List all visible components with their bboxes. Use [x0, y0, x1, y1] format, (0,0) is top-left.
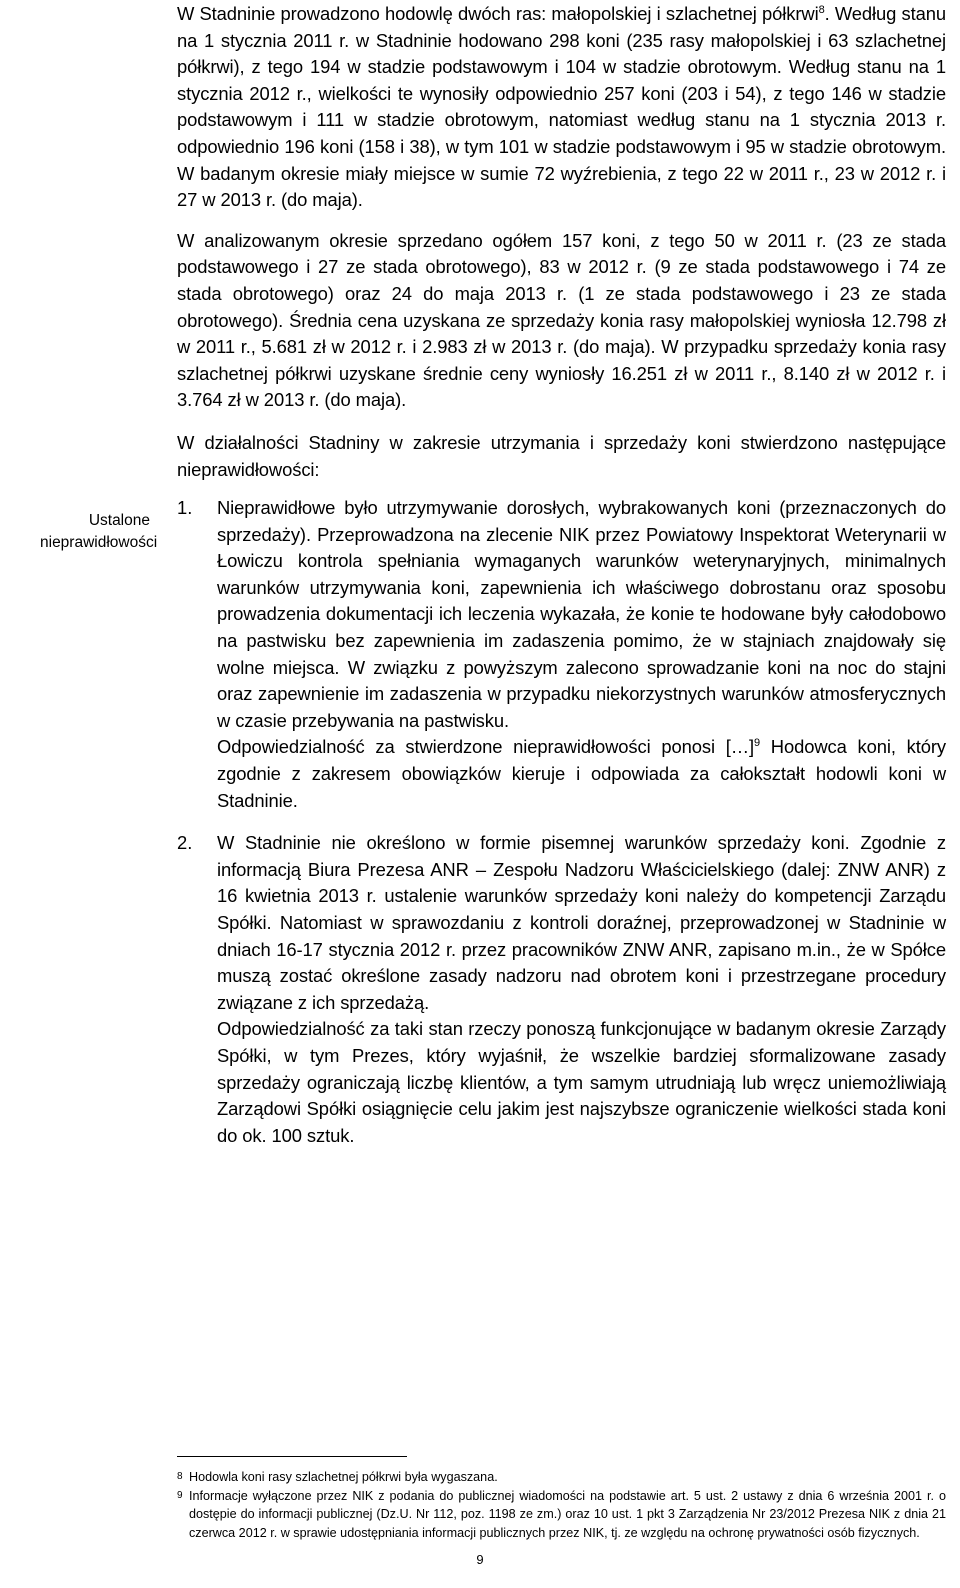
footnotes	[177, 1468, 946, 1542]
paragraph-sales: W analizowanym okresie sprzedano ogółem 157 koni, z tego 50 w 2011 r. (23 ze stada podstawowego i 27 ze stada obrotowego), 83 w 2012 r. (9 ze stada podstawowego i 74 ze stada obrotowego) oraz 24 do maja 2013 r. (1 ze stada podstawowego i 23 ze stada obrotowego). Średnia cena uzyskana ze sprzedaży konia rasy małopolskiej wyniosła 12.798 zł w 2011 r., 5.681 zł w 2012 r. i 2.983 zł w 2013 r. (do maja). W przypadku sprzedaży konia rasy szlachetnej półkrwi uzyskane średnie ceny wyniosły 16.251 zł w 2011 r., 8.140 zł w 2012 r. i 3.764 zł w 2013 r. (do maja).	[177, 229, 946, 411]
footnote-text: Hodowla koni rasy szlachetnej półkrwi była wygaszana.	[189, 1470, 498, 1484]
footnote-ref-9[interactable]: 9	[754, 737, 761, 750]
responsibility-text-continued: Hodowca koni, który zgodnie z zakresem obowiązków kieruje i odpowiada za całokształt hodowli koni w Stadninie.	[217, 736, 946, 811]
finding-responsibility	[217, 734, 946, 814]
footnote-number: 8	[177, 1471, 183, 1482]
footnote-8	[177, 1468, 946, 1487]
finding-body	[217, 495, 946, 814]
responsibility-text: Odpowiedzialność za stwierdzone nieprawidłowości ponosi […]	[217, 736, 755, 758]
footnote-9	[177, 1487, 946, 1543]
paragraph-breeding-stock	[177, 1, 946, 214]
finding-text: Nieprawidłowe było utrzymywanie dorosłych, wybrakowanych koni (przeznaczonych do sprzedaży). Przeprowadzona na zlecenie NIK przez Powiatowy Inspektorat Weterynarii w Łowiczu kontrola spełniania wymaganych warunków weterynaryjnych, minimalnych warunków utrzymywania koni, zapewnienia ich właściwego dobrostanu oraz sposobu prowadzenia dokumentacji ich leczenia wykazała, że konie te hodowane były całodobowo na pastwisku bez zapewnienia im zadaszenia pomimo, że w stajniach znajdowały się wolne miejsca. W związku z powyższym zalecono sprowadzanie koni na noc do stajni oraz zapewnienie im zadaszenia w przypadku niekorzystnych warunków atmosferycznych w czasie przebywania na pastwisku.	[217, 497, 946, 731]
paragraph-text: W Stadninie prowadzono hodowlę dwóch ras: małopolskiej i szlachetnej półkrwi	[177, 3, 819, 24]
footnote-ref-8[interactable]: 8	[818, 3, 825, 16]
margin-heading: Ustalone nieprawidłowości	[40, 512, 158, 551]
finding-number: 2.	[177, 832, 193, 854]
finding-item-1	[177, 495, 946, 814]
finding-item-2	[177, 830, 946, 1149]
footnote-text: Informacje wyłączone przez NIK z podania do publicznej wiadomości na podstawie art. 5 ust. 2 ustawy z dnia 6 września 2001 r. o dostępie do informacji publicznej (Dz.U. Nr 112, poz. 1198 ze zm.) oraz 10 ust. 1 pkt 3 Zarządzenia Nr 23/2012 Prezesa NIK z dnia 21 czerwca 2012 r. w sprawie udostępniania informacji publicznych przez NIK, tj. ze względu na ochronę prywatności osób fizycznych.	[189, 1488, 946, 1540]
finding-body	[217, 830, 946, 1149]
footnote-separator	[177, 1456, 407, 1457]
finding-text: W Stadninie nie określono w formie pisemnej warunków sprzedaży koni. Zgodnie z informacją Biura Prezesa ANR – Zespołu Nadzoru Właścicielskiego (dalej: ZNW ANR) z 16 kwietnia 2013 r. ustalenie warunków sprzedaży koni należy do kompetencji Zarządu Spółki. Natomiast w sprawozdaniu z kontroli doraźnej, przeprowadzonej w Stadninie w dniach 16-17 stycznia 2012 r. przez pracowników ZNW ANR, zapisano m.in., że w Spółce muszą zostać określone zasady nadzoru nad obrotem koni i przestrzegane procedury związane z ich sprzedażą.	[217, 832, 946, 1013]
main-text-column	[177, 1, 946, 1149]
paragraph-text-continued: . Według stanu na 1 stycznia 2011 r. w Stadninie hodowano 298 koni (235 rasy małopolskiej i 63 szlachetnej półkrwi), z tego 194 w stadzie podstawowym i 104 w stadzie obrotowym. Według stanu na 1 stycznia 2012 r., wielkości te wynosiły odpowiednio 257 koni (203 i 54), z tego 146 w stadzie podstawowym i 111 w stadzie obrotowym, natomiast według stanu na 1 stycznia 2013 r. odpowiednio 196 koni (158 i 38), w tym 101 w stadzie podstawowym i 95 w stadzie obrotowym. W badanym okresie miały miejsce w sumie 72 wyźrebienia, z tego 22 w 2011 r., 23 w 2012 r. i 27 w 2013 r. (do maja).	[177, 3, 946, 211]
page-number: 9	[476, 1552, 484, 1567]
finding-number: 1.	[177, 497, 193, 519]
finding-responsibility: Odpowiedzialność za taki stan rzeczy ponoszą funkcjonujące w badanym okresie Zarządy Spółki, w tym Prezes, który wyjaśnił, że wszelkie bardziej sformalizowane zasady sprzedaży ograniczają liczbę klientów, a tym samym utrudniają lub wręcz uniemożliwiają Zarządowi Spółki osiągnięcie celu jakim jest najszybsze ograniczenie wielkości stada koni do ok. 100 sztuk.	[217, 1018, 946, 1146]
paragraph-findings-intro: W działalności Stadniny w zakresie utrzymania i sprzedaży koni stwierdzono następujące nieprawidłowości:	[177, 431, 946, 480]
footnote-number: 9	[177, 1489, 183, 1501]
